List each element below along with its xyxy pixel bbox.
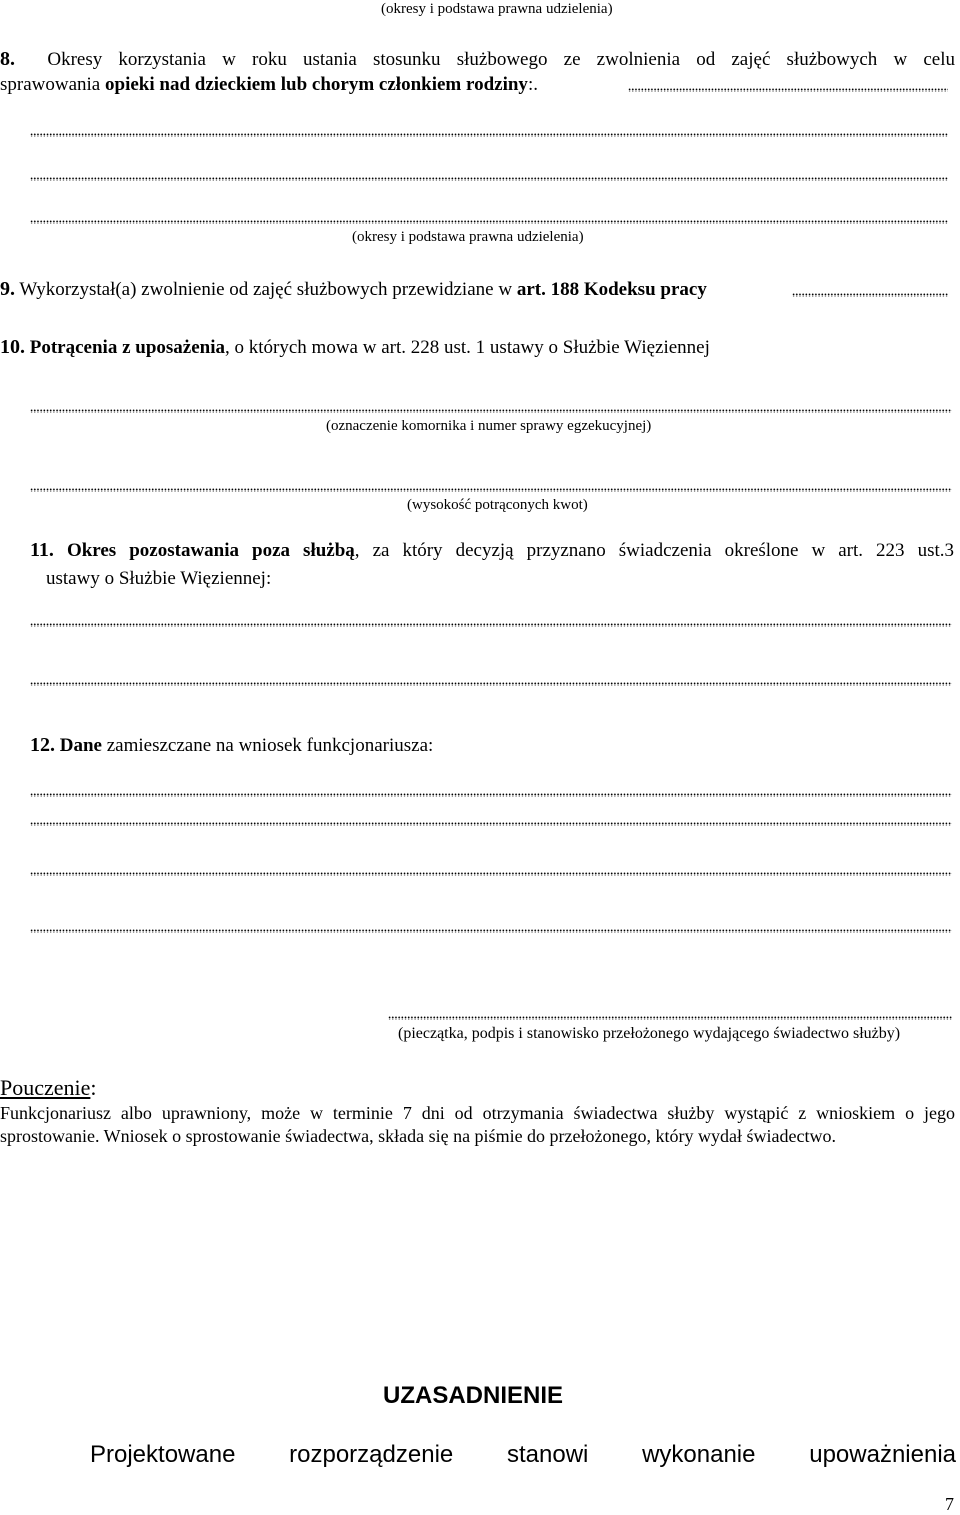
item-8-dotted-line-3 <box>30 177 948 181</box>
signature-dotted-line <box>388 1016 952 1020</box>
item-10-number: 10. <box>0 336 25 358</box>
item-8-line-2 <box>0 72 538 97</box>
item-8-dotted-line-2 <box>30 133 948 137</box>
item-8-line-1 <box>0 47 955 72</box>
item-8-text-2c: :. <box>527 74 538 95</box>
justification-line-1: Projektowane rozporządzenie stanowi wykonanie upoważnienia <box>90 1441 956 1468</box>
item-12-dotted-line-3 <box>30 872 952 876</box>
item-12-dotted-line-2 <box>30 822 952 826</box>
caption-top: (okresy i podstawa prawna udzielenia) <box>381 1 613 17</box>
item-8-text-1: Okresy korzystania w roku ustania stosunku służbowego ze zwolnienia od zajęć służbowych w celu <box>47 49 956 70</box>
notice-heading <box>0 1075 97 1101</box>
item-9-text: Wykorzystał(a) zwolnienie od zajęć służbowych przewidziane w <box>15 279 517 300</box>
item-10 <box>0 335 710 360</box>
page-number: 7 <box>945 1494 954 1514</box>
item-9-text-bold: art. 188 Kodeksu pracy <box>516 279 707 300</box>
item-8-text-2a: sprawowania <box>0 74 105 95</box>
notice-line-2: sprostowanie. Wniosek o sprostowanie świadectwa, składa się na piśmie do przełożonego, który wydał świadectwo. <box>0 1126 836 1146</box>
item-10-text-bold: Potrącenia z uposażenia <box>29 337 226 358</box>
item-9-dotted-line <box>792 293 948 297</box>
item-12-dotted-line-4 <box>30 929 952 933</box>
item-12-dotted-line-1 <box>30 793 952 797</box>
notice-line-1: Funkcjonariusz albo uprawniony, może w terminie 7 dni od otrzymania świadectwa służby wystąpić z wnioskiem o jego <box>0 1103 955 1123</box>
item-11-line-1 <box>30 538 954 563</box>
item-12-text: zamieszczane na wniosek funkcjonariusza: <box>101 735 434 756</box>
notice-heading-text: Pouczenie <box>0 1075 91 1100</box>
item-12-number: 12. <box>30 734 55 756</box>
item-11-number: 11. <box>30 539 54 561</box>
item-10-text: , o których mowa w art. 228 ust. 1 ustawy o Służbie Więziennej <box>225 337 710 358</box>
item-11-line-2: ustawy o Służbie Więziennej: <box>46 568 272 589</box>
signature-caption: (pieczątka, podpis i stanowisko przełożonego wydającego świadectwo służby) <box>398 1025 901 1042</box>
item-10-caption-1: (oznaczenie komornika i numer sprawy egzekucyjnej) <box>326 418 652 434</box>
item-8-dotted-line-4 <box>30 220 948 224</box>
item-11-text: , za który decyzją przyznano świadczenia określone w art. 223 ust.3 <box>354 540 955 561</box>
item-11-dotted-line-1 <box>30 623 952 627</box>
justification-heading: UZASADNIENIE <box>383 1382 564 1409</box>
item-11-text-bold: Okres pozostawania poza służbą <box>66 540 355 561</box>
item-9 <box>0 277 707 302</box>
item-12 <box>30 733 433 758</box>
item-9-number: 9. <box>0 278 15 300</box>
item-8-number: 8. <box>0 48 15 70</box>
item-10-dotted-line-2 <box>30 488 952 492</box>
item-8-dotted-line-1 <box>628 88 948 92</box>
item-8-caption: (okresy i podstawa prawna udzielenia) <box>352 229 584 245</box>
item-11-dotted-line-2 <box>30 682 952 686</box>
notice-heading-colon: : <box>90 1075 97 1100</box>
item-8-text-2b: opieki nad dzieckiem lub chorym członkiem rodziny <box>105 74 528 95</box>
item-10-dotted-line-1 <box>30 409 952 413</box>
item-10-caption-2: (wysokość potrąconych kwot) <box>407 497 588 513</box>
item-12-text-bold: Dane <box>59 735 102 756</box>
